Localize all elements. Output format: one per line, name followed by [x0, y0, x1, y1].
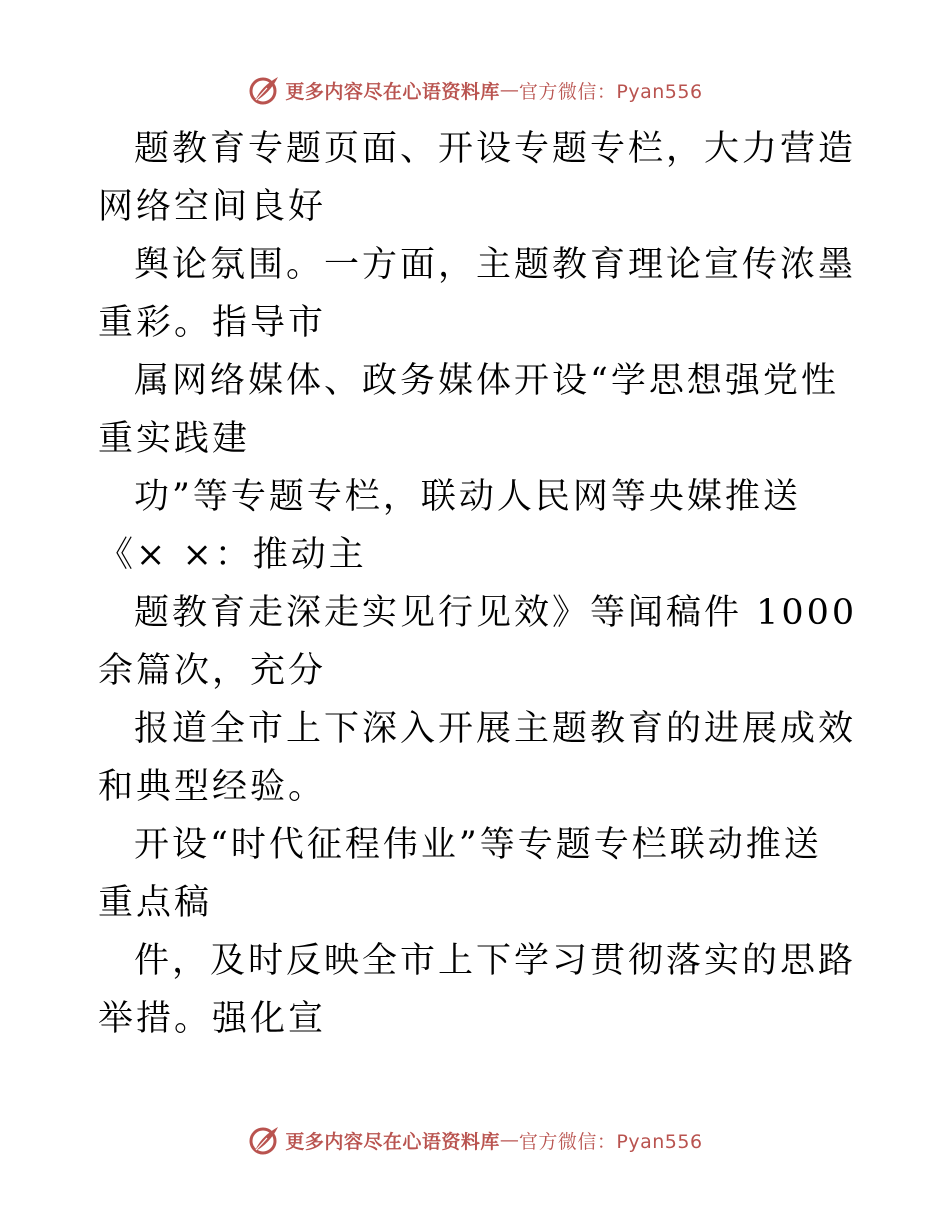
paragraph: 开设“时代征程伟业”等专题专栏联动推送重点稿	[98, 825, 822, 923]
paragraph: 功”等专题专栏，联动人民网等央媒推送《× ×：推动主	[98, 477, 801, 575]
document-body	[98, 120, 858, 1048]
banner-dash: —	[499, 79, 519, 101]
paragraph: 题教育走深走实见行见效》等闻稿件 1000 余篇次，充分	[98, 593, 858, 691]
header-banner	[0, 70, 950, 110]
paragraph: 题教育专题页面、开设专题专栏，大力营造网络空间良好	[98, 129, 857, 227]
banner-brand-text: 更多内容尽在心语资料库	[285, 80, 500, 103]
paragraph: 舆论氛围。一方面，主题教育理论宣传浓墨重彩。指导市	[98, 245, 857, 343]
feather-pen-logo-icon	[247, 1123, 281, 1157]
banner-wechat-text: 官方微信：Pyan556	[518, 80, 703, 103]
banner-dash: —	[499, 1129, 519, 1151]
paragraph: 属网络媒体、政务媒体开设“学思想强党性重实践建	[98, 361, 839, 459]
paragraph: 件，及时反映全市上下学习贯彻落实的思路举措。强化宣	[98, 941, 857, 1039]
paragraph: 报道全市上下深入开展主题教育的进展成效和典型经验。	[98, 709, 857, 807]
feather-pen-logo-icon	[247, 73, 281, 107]
footer-banner	[0, 1120, 950, 1160]
banner-brand-text: 更多内容尽在心语资料库	[285, 1130, 500, 1153]
banner-wechat-text: 官方微信：Pyan556	[518, 1130, 703, 1153]
